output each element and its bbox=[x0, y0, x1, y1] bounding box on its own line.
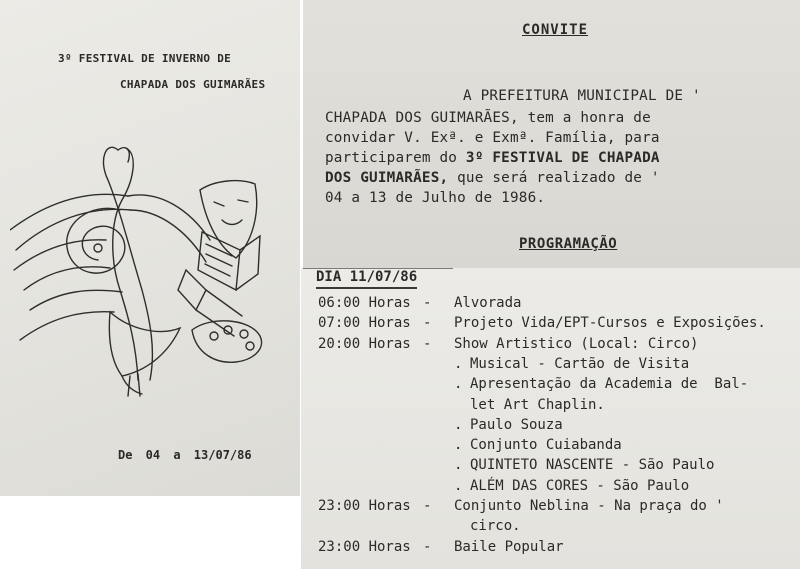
invitation-line6: 04 a 13 de Julho de 1986. bbox=[325, 190, 546, 206]
festival-name-part2: DOS GUIMARÃES, bbox=[325, 170, 449, 186]
schedule-time: 07:00 Horas bbox=[318, 315, 411, 332]
schedule-row bbox=[318, 295, 521, 311]
schedule-dash: - bbox=[423, 335, 432, 352]
schedule-activity: let Art Chaplin. bbox=[470, 396, 605, 413]
cover-dates: De 04 a 13/07/86 bbox=[118, 448, 252, 462]
schedule-activity: Paulo Souza bbox=[470, 416, 563, 433]
schedule-activity: Conjunto Cuiabanda bbox=[470, 437, 622, 454]
invitation-line5-text: que será realizado de ' bbox=[448, 170, 660, 186]
program-card bbox=[301, 268, 800, 569]
cover-page bbox=[0, 0, 300, 496]
schedule-bullet: . bbox=[454, 376, 463, 393]
schedule-row bbox=[318, 498, 724, 514]
schedule-row bbox=[318, 457, 714, 473]
invitation-line3: convidar V. Exª. e Exmª. Família, para bbox=[325, 130, 660, 146]
schedule-row bbox=[318, 437, 622, 453]
schedule-bullet: . bbox=[454, 437, 463, 454]
schedule-activity: circo. bbox=[470, 518, 521, 535]
cover-title-line2: CHAPADA DOS GUIMARÃES bbox=[120, 78, 266, 91]
invitation-line5 bbox=[325, 170, 660, 186]
invitation-line1: A PREFEITURA MUNICIPAL DE ' bbox=[463, 88, 701, 104]
schedule-activity: Conjunto Neblina - Na praça do ' bbox=[454, 498, 724, 514]
schedule-activity: Musical - Cartão de Visita bbox=[470, 355, 690, 372]
schedule-dash: - bbox=[423, 315, 432, 332]
schedule-row bbox=[318, 539, 564, 555]
schedule-dash: - bbox=[423, 538, 432, 555]
invitation-card bbox=[303, 0, 800, 268]
schedule-bullet: . bbox=[454, 416, 463, 433]
schedule-row bbox=[318, 478, 689, 494]
schedule-bullet: . bbox=[454, 457, 463, 474]
schedule-activity: Show Artistico (Local: Circo) bbox=[454, 335, 699, 352]
festival-name-part1: 3º FESTIVAL DE CHAPADA bbox=[465, 150, 660, 166]
schedule-activity: ALÉM DAS CORES - São Paulo bbox=[470, 477, 690, 494]
schedule-bullet: . bbox=[454, 477, 463, 494]
schedule-activity: Alvorada bbox=[454, 295, 522, 311]
schedule-activity: Projeto Vida/EPT-Cursos e Exposições. bbox=[454, 315, 766, 332]
invitation-line2: CHAPADA DOS GUIMARÃES, tem a honra de bbox=[325, 110, 651, 126]
schedule-activity: Apresentação da Academia de Bal- bbox=[470, 376, 749, 393]
schedule-activity: QUINTETO NASCENTE - São Paulo bbox=[470, 457, 715, 474]
program-heading: PROGRAMAÇÃO bbox=[519, 236, 618, 252]
schedule-dash: - bbox=[423, 498, 432, 514]
schedule-time: 20:00 Horas bbox=[318, 335, 411, 352]
festival-illustration bbox=[10, 140, 280, 400]
invitation-line4-text: participarem do bbox=[325, 150, 466, 166]
schedule-row bbox=[318, 356, 689, 372]
schedule-time: 23:00 Horas bbox=[318, 538, 411, 555]
schedule-row bbox=[318, 518, 521, 534]
schedule-bullet: . bbox=[454, 355, 463, 372]
schedule-row bbox=[318, 417, 563, 433]
schedule-time: 06:00 Horas bbox=[318, 295, 411, 311]
schedule-row bbox=[318, 397, 605, 413]
invitation-line4 bbox=[325, 150, 660, 166]
schedule-row bbox=[318, 376, 748, 392]
cover-title-line1: 3º FESTIVAL DE INVERNO DE bbox=[58, 52, 232, 65]
program-day: DIA 11/07/86 bbox=[316, 269, 417, 289]
schedule-activity: Baile Popular bbox=[454, 538, 564, 555]
schedule-row bbox=[318, 315, 766, 331]
schedule-time: 23:00 Horas bbox=[318, 498, 411, 514]
schedule-dash: - bbox=[423, 295, 432, 311]
schedule-row bbox=[318, 336, 698, 352]
invitation-heading: CONVITE bbox=[522, 22, 589, 38]
